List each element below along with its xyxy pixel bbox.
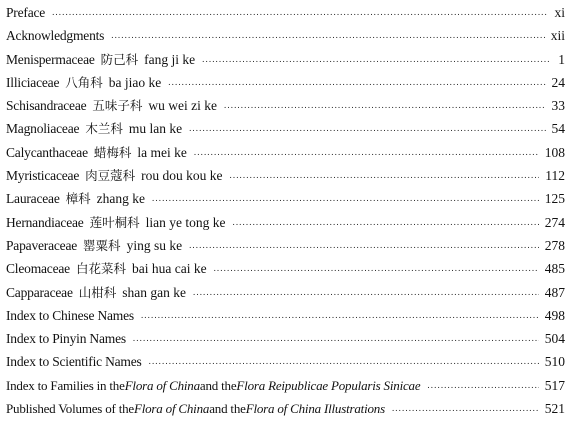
toc-entries <box>6 1 568 374</box>
toc-chinese-name: 木兰科 <box>85 121 123 137</box>
toc-latin-name: Index to Chinese Names <box>6 307 134 323</box>
toc-chinese-name: 肉豆蔻科 <box>85 168 136 184</box>
dot-leader <box>202 48 549 71</box>
toc-page-number: 517 <box>544 377 565 393</box>
dot-leader <box>189 117 545 140</box>
toc-page-number: xi <box>554 5 565 20</box>
toc-pinyin-name: mu lan ke <box>128 121 183 137</box>
toc-row[interactable] <box>6 281 568 304</box>
toc-chinese-name: 罂粟科 <box>83 237 121 253</box>
dot-leader <box>392 397 539 420</box>
toc-page-number: 24 <box>551 74 565 90</box>
table-of-contents <box>6 1 568 420</box>
toc-latin-name: Acknowledgments <box>6 28 105 44</box>
toc-row[interactable] <box>6 71 568 94</box>
toc-page-number: 487 <box>544 284 565 300</box>
dot-leader <box>133 327 539 350</box>
toc-page-number: 498 <box>544 307 565 323</box>
toc-entry-title <box>6 48 195 71</box>
toc-entry-title <box>6 257 207 280</box>
toc-title-italic: Flora of China <box>124 377 200 393</box>
toc-pinyin-name: ying su ke <box>126 237 183 253</box>
toc-page-number: 33 <box>551 98 565 114</box>
toc-page-number: 112 <box>545 168 565 184</box>
toc-row[interactable] <box>6 94 568 117</box>
toc-row[interactable] <box>6 24 568 47</box>
toc-chinese-name: 樟科 <box>65 191 91 207</box>
dot-leader <box>152 187 539 210</box>
toc-pinyin-name: bai hua cai ke <box>131 261 207 277</box>
dot-leader <box>193 281 539 304</box>
dot-leader <box>427 374 538 397</box>
toc-page-number: 485 <box>544 261 565 277</box>
toc-entry-title <box>6 374 420 397</box>
dot-leader <box>214 257 539 280</box>
toc-latin-name: Lauraceae <box>6 191 60 207</box>
toc-page-number: 521 <box>544 401 565 417</box>
toc-entry-title <box>6 24 104 47</box>
toc-entry-title <box>6 187 145 210</box>
toc-title-italic: Flora Reipublicae Popularis Sinicae <box>236 377 421 393</box>
toc-pinyin-name: rou dou kou ke <box>141 168 223 184</box>
toc-entry-title <box>6 1 45 24</box>
dot-leader <box>189 234 539 257</box>
toc-row[interactable] <box>6 141 568 164</box>
toc-page-number: 54 <box>551 121 565 137</box>
toc-latin-name: Illiciaceae <box>6 74 60 90</box>
toc-entry-title <box>6 211 225 234</box>
toc-chinese-name: 八角科 <box>65 74 103 90</box>
toc-title-text: Published Volumes of the <box>6 401 134 417</box>
toc-entry-title <box>6 117 182 140</box>
dot-leader <box>111 24 545 47</box>
toc-pinyin-name: ba jiao ke <box>108 74 162 90</box>
toc-row[interactable] <box>6 327 568 350</box>
toc-entry-title <box>6 164 223 187</box>
toc-entry-title <box>6 71 161 94</box>
toc-title-text: and the <box>199 377 237 393</box>
dot-leader <box>194 141 539 164</box>
toc-entry-title <box>6 94 217 117</box>
toc-row[interactable] <box>6 48 568 71</box>
toc-latin-name: Schisandraceae <box>6 98 87 114</box>
dot-leader <box>232 211 538 234</box>
toc-title-text: Index to Families in the <box>6 377 125 393</box>
toc-page-number: 504 <box>544 331 565 347</box>
toc-chinese-name: 五味子科 <box>92 98 143 114</box>
toc-latin-name: Preface <box>6 5 46 20</box>
toc-page-number: xii <box>550 28 565 44</box>
toc-pinyin-name: zhang ke <box>96 191 146 207</box>
toc-entry-title <box>6 327 126 350</box>
toc-row[interactable] <box>6 257 568 280</box>
toc-entry-title <box>6 350 142 373</box>
toc-latin-name: Index to Scientific Names <box>6 354 142 370</box>
dot-leader <box>230 164 540 187</box>
toc-row[interactable] <box>6 234 568 257</box>
toc-latin-name: Cleomaceae <box>6 261 70 277</box>
toc-row[interactable] <box>6 1 568 24</box>
toc-title-text: and the <box>209 401 246 417</box>
toc-pinyin-name: fang ji ke <box>144 51 196 67</box>
toc-latin-name: Magnoliaceae <box>6 121 80 137</box>
toc-row[interactable] <box>6 164 568 187</box>
toc-entry-title <box>6 234 182 257</box>
dot-leader <box>149 350 539 373</box>
toc-latin-name: Calycanthaceae <box>6 144 88 160</box>
toc-page-number: 1 <box>558 51 565 67</box>
toc-pinyin-name: la mei ke <box>137 144 187 160</box>
toc-chinese-name: 蜡梅科 <box>93 144 132 160</box>
toc-entry-title <box>6 141 187 164</box>
toc-row[interactable] <box>6 187 568 210</box>
toc-row[interactable] <box>6 350 568 373</box>
dot-leader <box>141 304 539 327</box>
toc-row-published-volumes[interactable] <box>6 397 568 420</box>
toc-latin-name: Menispermaceae <box>6 51 95 67</box>
toc-chinese-name: 防己科 <box>100 51 139 67</box>
toc-row-families-index[interactable] <box>6 374 568 397</box>
toc-latin-name: Index to Pinyin Names <box>6 331 126 347</box>
toc-row[interactable] <box>6 211 568 234</box>
toc-chinese-name: 莲叶桐科 <box>89 214 140 230</box>
dot-leader <box>52 1 548 24</box>
toc-latin-name: Papaveraceae <box>6 237 78 253</box>
toc-entry-title <box>6 304 134 327</box>
toc-entry-title <box>6 397 385 420</box>
toc-entry-title <box>6 281 186 304</box>
toc-page-number: 108 <box>544 144 565 160</box>
toc-title-italic: Flora of China <box>133 401 210 417</box>
toc-page-number: 510 <box>544 354 565 370</box>
toc-pinyin-name: wu wei zi ke <box>148 98 218 114</box>
toc-chinese-name: 白花菜科 <box>75 261 126 277</box>
toc-title-italic: Flora of China Illustrations <box>245 401 385 417</box>
toc-pinyin-name: shan gan ke <box>122 284 186 300</box>
toc-latin-name: Myristicaceae <box>6 168 80 184</box>
toc-latin-name: Capparaceae <box>6 284 73 300</box>
toc-row[interactable] <box>6 117 568 140</box>
toc-row[interactable] <box>6 304 568 327</box>
toc-latin-name: Hernandiaceae <box>6 214 84 230</box>
dot-leader <box>168 71 545 94</box>
toc-pinyin-name: lian ye tong ke <box>145 214 226 230</box>
toc-chinese-name: 山柑科 <box>78 284 117 300</box>
toc-page-number: 125 <box>544 191 565 207</box>
dot-leader <box>224 94 545 117</box>
toc-page-number: 278 <box>544 237 565 253</box>
toc-page-number: 274 <box>544 214 565 230</box>
